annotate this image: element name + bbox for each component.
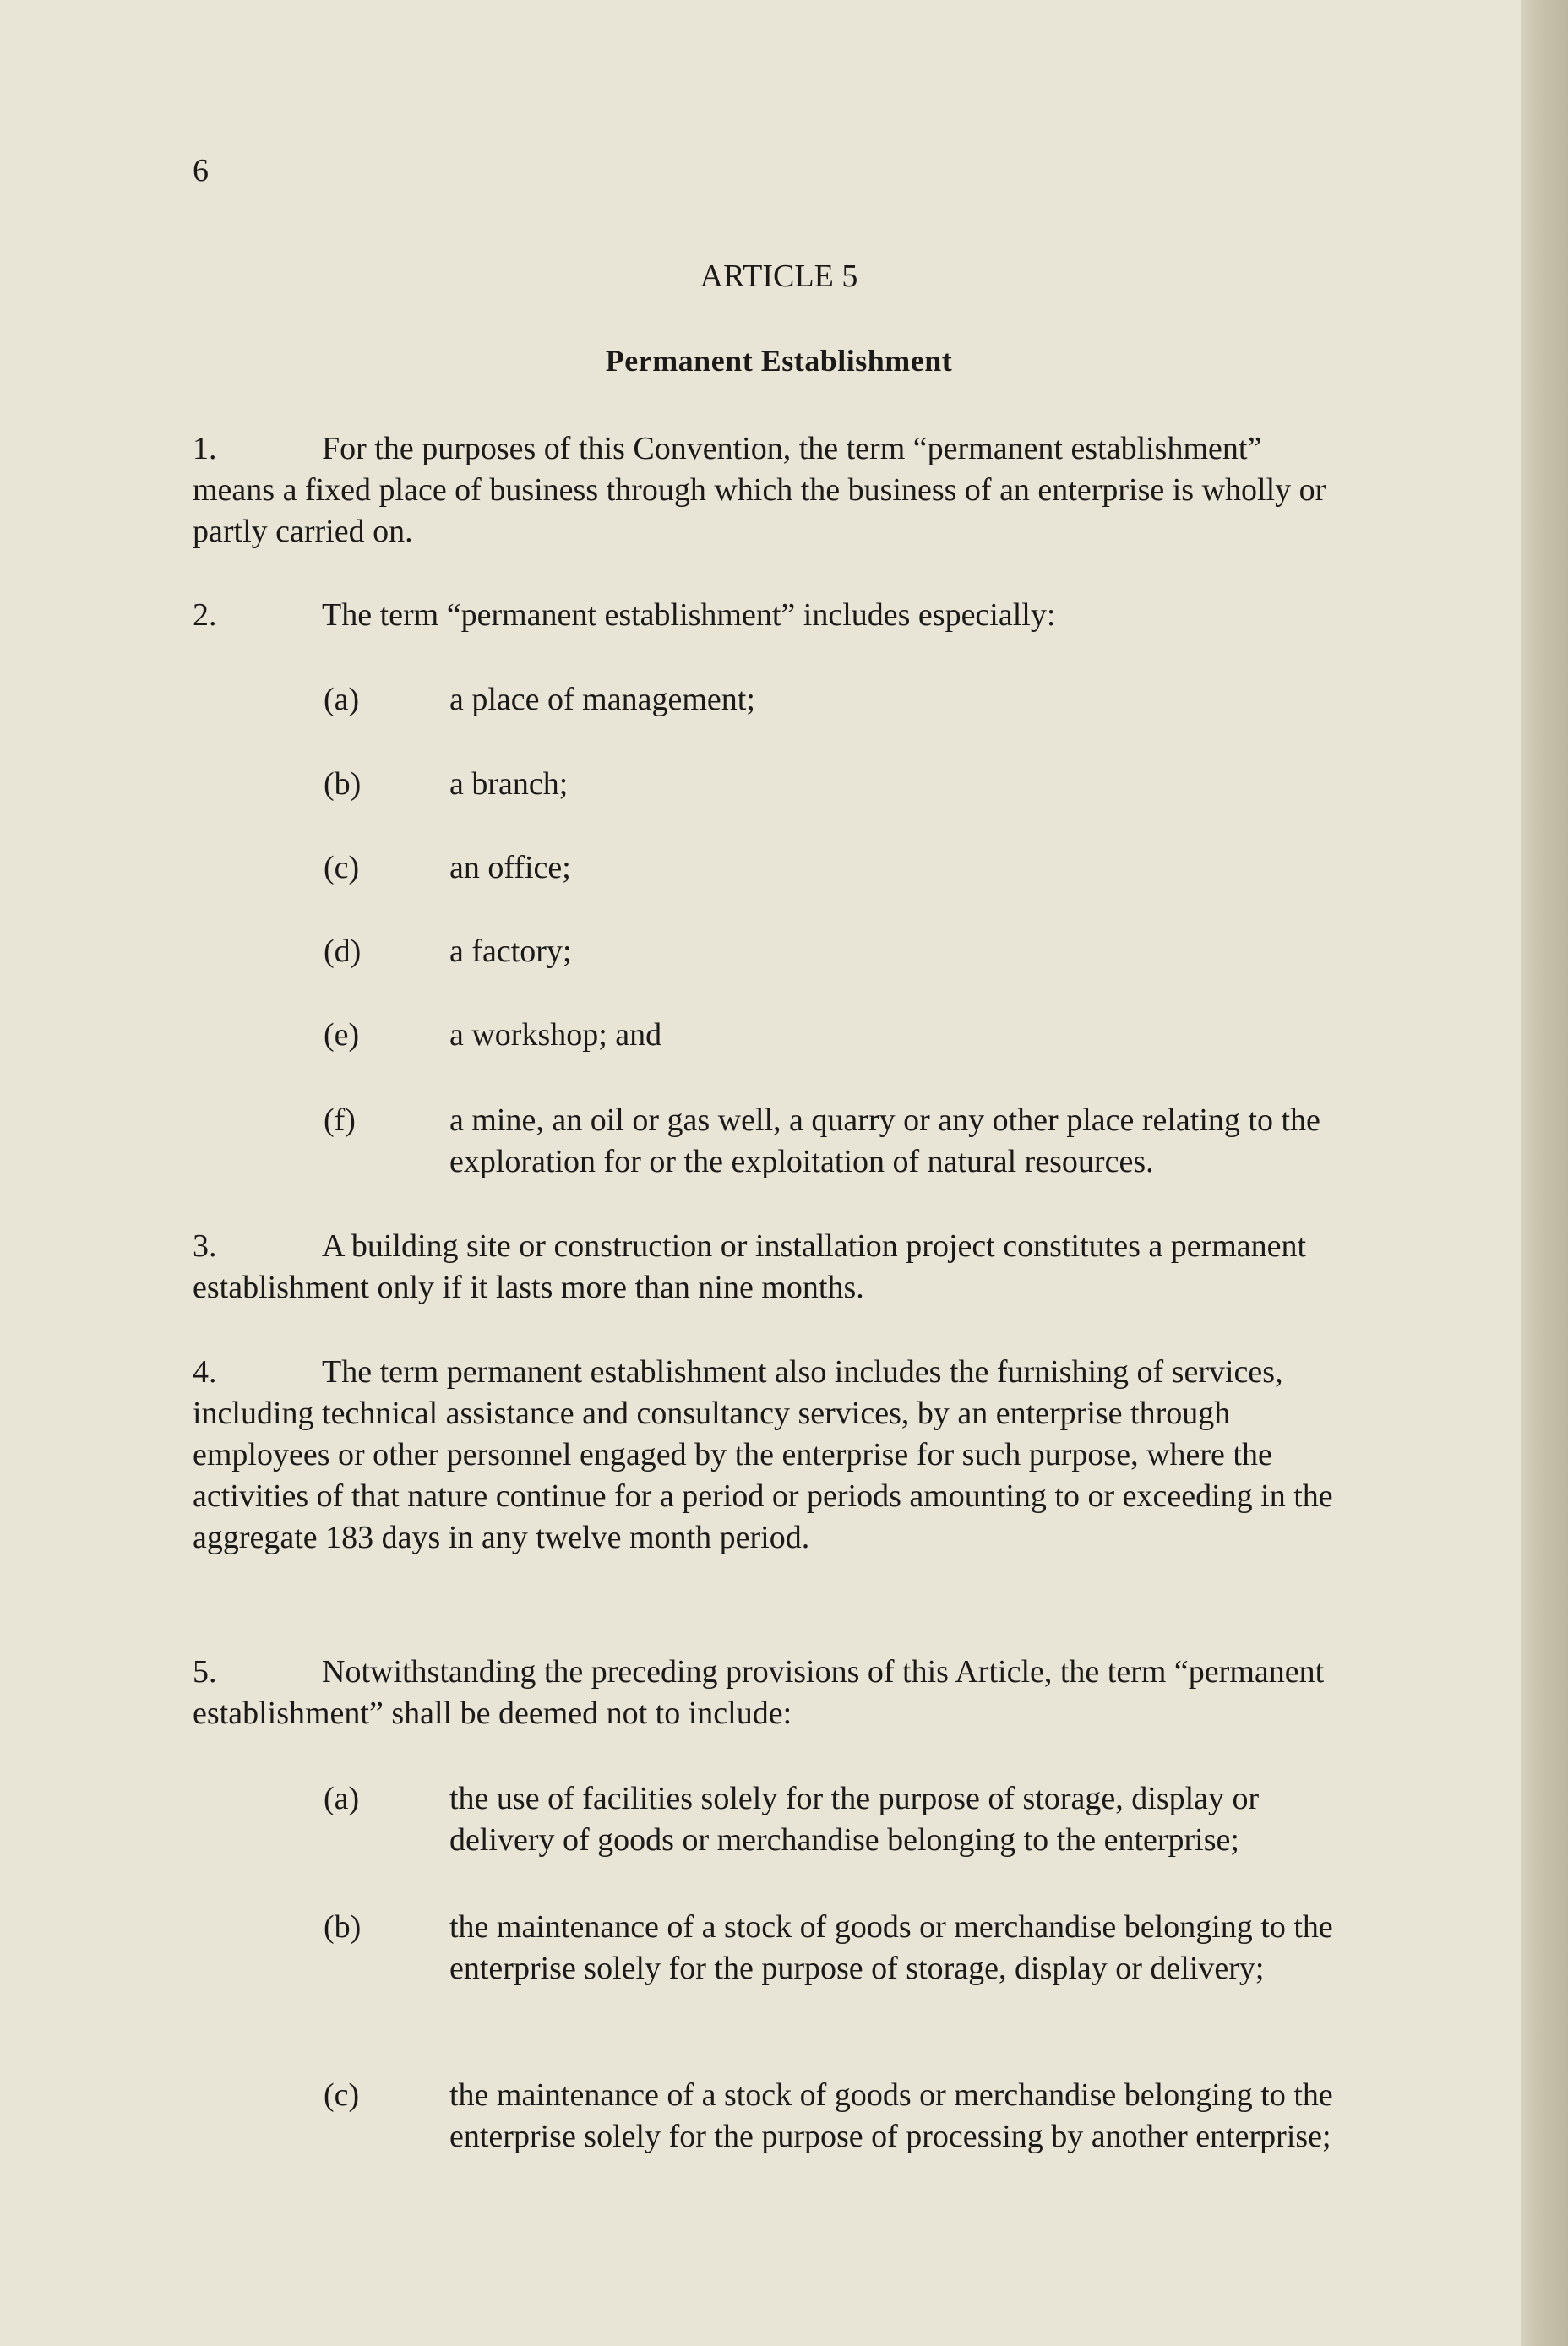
list-text: the maintenance of a stock of goods or merchandise belonging to the enterprise solely for the purpose of processing by another enterprise; [449, 2077, 1333, 2154]
list-label: (b) [324, 1909, 362, 1945]
paragraph-5 [193, 1652, 1342, 1734]
list-text: the use of facilities solely for the purpose of storage, display or delivery of goods or merchandise belonging to the enterprise; [449, 1781, 1260, 1858]
paragraph-4 [193, 1352, 1342, 1559]
list-text: a place of management; [449, 682, 755, 717]
paragraph-number: 2. [193, 597, 217, 633]
list-text: a factory; [449, 934, 572, 969]
paragraph-text: A building site or construction or installation project constitutes a permanent establishment only if it lasts more than nine months. [193, 1228, 1307, 1305]
paragraph-text: The term “permanent establishment” includes especially: [322, 597, 1056, 633]
paragraph-number: 5. [193, 1654, 217, 1690]
list-label: (b) [324, 766, 362, 802]
list-text: a mine, an oil or gas well, a quarry or any other place relating to the exploration for or the exploitation of natural resources. [449, 1102, 1320, 1179]
paragraph-number: 1. [193, 431, 217, 466]
page-number: 6 [193, 153, 209, 188]
paragraph-number: 4. [193, 1354, 217, 1390]
list-text: a branch; [449, 766, 569, 802]
list-text: a workshop; and [449, 1017, 662, 1053]
article-title [0, 258, 1521, 295]
paragraph-number: 3. [193, 1228, 217, 1264]
paragraph-3 [193, 1226, 1342, 1309]
list-label: (d) [324, 934, 362, 969]
list-label: (f) [324, 1102, 356, 1138]
list-label: (c) [324, 850, 360, 885]
paragraph-1 [193, 428, 1342, 552]
article-subtitle-text: Permanent Establishment [605, 344, 953, 378]
list-text: an office; [449, 850, 571, 885]
list-label: (a) [324, 1781, 360, 1816]
paragraph-text: The term permanent establishment also includes the furnishing of services, including technical assistance and consultancy services, by an enterprise through employees or other personnel engaged by the enterprise for such purpose, where the activities of that nature continue for a period or periods amounting to or exceeding in the aggregate 183 days in any twelve month period. [193, 1354, 1333, 1555]
list-label: (c) [324, 2077, 360, 2113]
paragraph-text: Notwithstanding the preceding provisions of this Article, the term “permanent establishment” shall be deemed not to include: [193, 1654, 1325, 1731]
list-text: the maintenance of a stock of goods or merchandise belonging to the enterprise solely for the purpose of storage, display or delivery; [449, 1909, 1333, 1986]
paragraph-2 [193, 595, 1342, 636]
paragraph-text: For the purposes of this Convention, the term “permanent establishment” means a fixed place of business through which the business of an enterprise is wholly or partly carried on. [193, 431, 1326, 549]
list-label: (e) [324, 1017, 360, 1053]
page-edge [1521, 0, 1568, 2346]
list-label: (a) [324, 682, 360, 717]
article-title-text: ARTICLE 5 [700, 259, 858, 294]
article-subtitle [0, 342, 1521, 379]
